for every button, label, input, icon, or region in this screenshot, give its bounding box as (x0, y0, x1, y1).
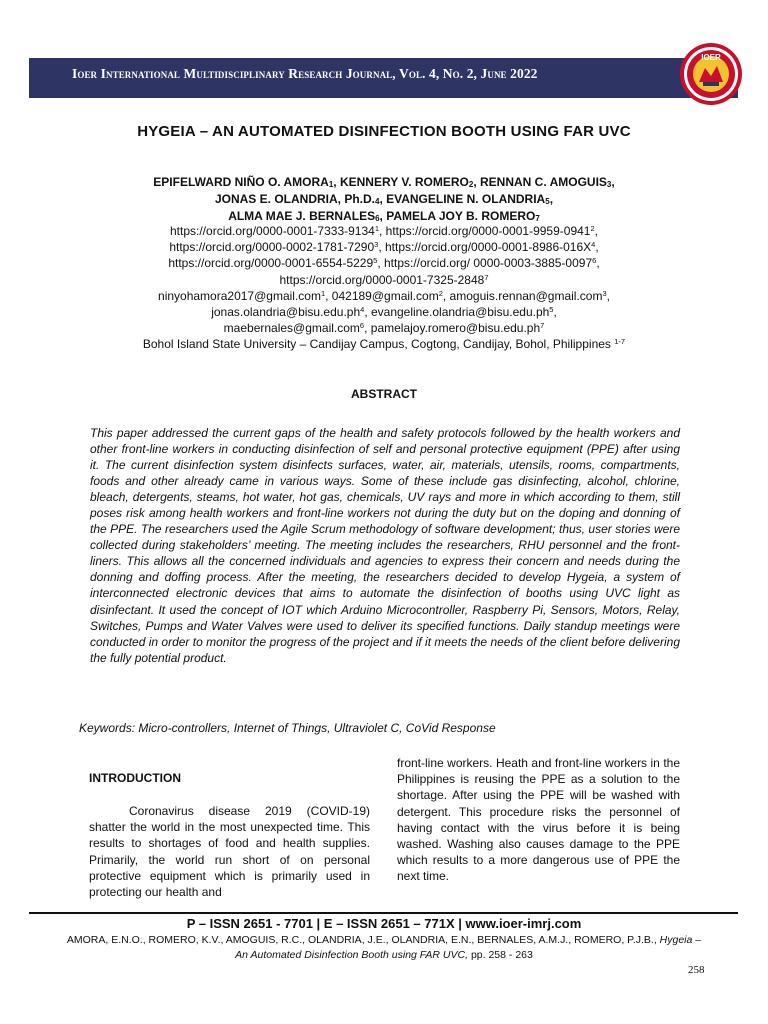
orcid-link[interactable]: https://orcid.org/0000-0002-1781-7290 (169, 240, 375, 255)
affiliation: Bohol Island State University – Candijay Campus, Cogtong, Candijay, Bohol, Philippines (142, 337, 611, 352)
abstract-heading: ABSTRACT (351, 387, 417, 401)
author-list: EPIFELWARD NIÑO O. $AMORA_1$, KENNERY V. $ROMERO_2$, RENNAN C. $AMOGUIS_3$, JONAS E. OLANDRIA, $Ph.D._4$, EVANGELINE N. $OLANDRIA_5$, ALMA MAE J. $BERNALES_6$, PAMELA JOY B. $ROMERO_7$ (153, 175, 615, 223)
svg-text:IOER: IOER (701, 53, 721, 62)
author-name: EPIFELWARD NIÑO O. AMORA (153, 175, 329, 189)
introduction-left-column: Coronavirus disease 2019 (COVID-19) shatter the world in the most unexpected time. This results to shortages of food and health supplies. Primarily, the world run short of on personal protective equipment which is primarily used in protecting our health and (89, 804, 370, 900)
author-contacts: https://orcid.org/0000-0001-7333-9134$^1$, https://orcid.org/0000-0001-9959-0941$^2$, https://orcid.org/0000-0002-1781-7290$^3$, $https://orcid.org/0000-0001-8986-016X^4$, https://orcid.org/0000-0001-6554-5229$^5$, https://orcid.org/ 0000-0003-3885-0097$^6$, https://orcid.org/0000-0001-7325-2848$^7$ ninyohamora2017@gmail.com$^1$, 042189@gmail.com$^2$, amoguis.rennan@gmail.com$^3$, $jonas.olandria@bisu.edu.ph^4$, $evangeline.olandria@bisu.edu.ph^5$, maebernales@gmail.com$^6$, $pamelajoy.romero@bisu.edu.ph^7$ Bohol Island State University – Candijay Campus, Cogtong, Candijay, Bohol, Philippines $^{1-7}$ (142, 224, 626, 352)
journal-title: Ioer International Multidisciplinary Research Journal, Vol. 4, No. 2, June 2022 (72, 66, 538, 81)
citation-authors: AMORA, E.N.O., ROMERO, K.V., AMOGUIS, R.C., OLANDRIA, J.E., OLANDRIA, E.N., BERNALES, A.M.J., ROMERO, P.J.B., (66, 934, 657, 946)
ioer-logo-icon (679, 42, 743, 106)
paper-title: HYGEIA – AN AUTOMATED DISINFECTION BOOTH USING FAR UVC (137, 123, 631, 140)
orcid-link[interactable]: https://orcid.org/0000-0001-7333-9134 (170, 224, 375, 238)
citation-title: Hygeia – An Automated Disinfection Booth using FAR UVC, (235, 934, 702, 961)
citation (60, 933, 708, 962)
email-link[interactable]: maebernales@gmail.com (223, 321, 360, 336)
keywords: Keywords: Micro-controllers, Internet of Things, Ultraviolet C, CoVid Response (79, 721, 496, 735)
email-link[interactable]: ninyohamora2017@gmail.com (158, 288, 321, 303)
orcid-link[interactable]: https://orcid.org/0000-0001-9959-0941 (385, 224, 591, 238)
page-number: 258 (688, 964, 705, 976)
orcid-link[interactable]: https://orcid.org/0000-0001-8986-016X (385, 240, 592, 255)
orcid-link[interactable]: https://orcid.org/0000-0001-7325-2848 (279, 272, 485, 287)
author-name: RENNAN C. AMOGUIS (480, 175, 607, 189)
abstract-body: This paper addressed the current gaps of the health and safety protocols followed by the health workers and other front-line workers in conducting disinfection of self and personal protective equipment (PPE) after using it. The current disinfection system disinfects surfaces, water, air, materials, utensils, rooms, compartments, foods and other already came in various ways. Some of these include gas disinfecting, alcohol, chlorine, bleach, detergents, steams, hot water, hot gas, chemicals, UV rays and more in which according to them, still poses risk among health workers and front-line workers not during the duty but on the doping and donning of the PPE. The researchers used the Agile Scrum methodology of software development; thus, user stories were collected during stakeholders’ meeting. The meeting includes the researchers, RHU personnel and the front-liners. This allows all the concerned individuals and agencies to express their concern and needs during the donning and doffing process. After the meeting, the researchers decided to develop Hygeia, a system of interconnected electronic devices that aims to automate the disinfection of booths using UVC light as disinfectant. It used the concept of IOT which Arduino Microcontroller, Raspberry Pi, Sensors, Motors, Relay, Switches, Pumps and Water Valves were used to deliver its specified functions. Daily standup meetings were conducted in order to monitor the progress of the project and if it meets the needs of the client before delivering the fully potential product. (90, 426, 680, 665)
email-link[interactable]: jonas.olandria@bisu.edu.ph (211, 305, 361, 320)
author-name: EVANGELINE N. OLANDRIA (386, 192, 546, 206)
citation-pages: pp. 258 - 263 (470, 948, 533, 961)
author-name: PAMELA JOY B. ROMERO (386, 209, 536, 223)
email-link[interactable]: 042189@gmail.com (331, 288, 439, 303)
issn-line: P – ISSN 2651 - 7701 | E – ISSN 2651 – 771X | www.ioer-imrj.com (186, 916, 582, 931)
author-name: ALMA MAE J. BERNALES (228, 209, 376, 223)
orcid-link[interactable]: https://orcid.org/0000-0001-6554-5229 (168, 256, 374, 271)
author-name: KENNERY V. ROMERO (339, 175, 469, 189)
email-link[interactable]: pamelajoy.romero@bisu.edu.ph (370, 321, 541, 336)
orcid-link[interactable]: https://orcid.org/ 0000-0003-3885-0097 (383, 256, 593, 271)
introduction-heading: INTRODUCTION (89, 771, 181, 785)
email-link[interactable]: amoguis.rennan@gmail.com (449, 288, 603, 303)
footer-divider (29, 912, 738, 914)
author-name: JONAS E. OLANDRIA, Ph.D. (214, 192, 375, 206)
introduction-right-column: front-line workers. Heath and front-line workers in the Philippines is reusing the PPE as a solution to the shortage. After using the PPE will be washed with detergent. This procedure risks the personnel of having contact with the virus before it is being washed. Washing also causes damage to the PPE which results to a more dangerous use of PPE the next time. (397, 756, 680, 884)
email-link[interactable]: evangeline.olandria@bisu.edu.ph (370, 305, 550, 320)
